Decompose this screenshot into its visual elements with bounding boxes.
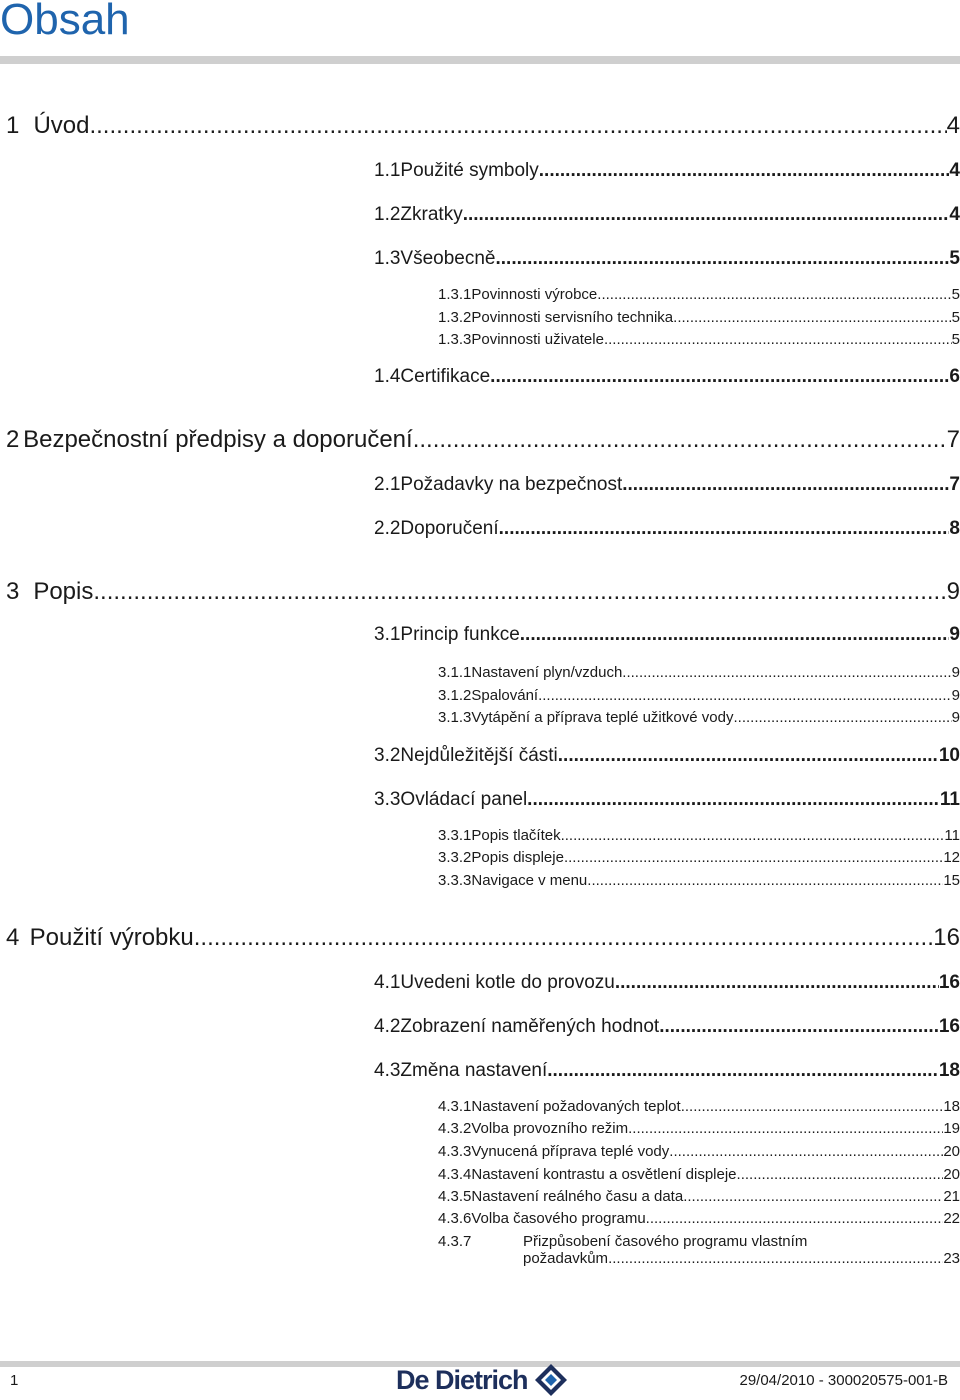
toc-number: 4.3 [374,1060,401,1081]
toc-number: 3.1.1 [438,664,472,681]
toc-page-number: 18 [938,1060,960,1081]
toc-number: 1.3.2 [438,309,472,326]
toc-entry[interactable] [438,1120,960,1137]
page-title: Obsah [0,0,130,44]
toc-label: Princip funkce [400,624,520,645]
toc-label: Všeobecně [400,248,496,269]
toc-label: Zkratky [400,204,463,225]
toc-entry[interactable] [374,248,960,270]
toc-page-number: 23 [943,1250,960,1267]
toc-number: 3.3.1 [438,827,472,844]
toc-dot-leader [194,924,934,952]
toc-dot-leader [520,624,950,646]
toc-entry[interactable] [438,849,960,866]
toc-number: 4.3.6 [438,1210,472,1227]
toc-entry[interactable] [6,924,960,952]
toc-entry[interactable] [438,1188,960,1205]
toc-page-number: 18 [943,1098,960,1115]
toc-number: 3.1.2 [438,687,472,704]
toc-label: Volba časového programu [471,1210,646,1227]
toc-dot-leader [659,1016,939,1038]
toc-label: Zobrazení naměřených hodnot [400,1016,660,1037]
toc-number: 1.4 [374,366,401,387]
toc-number: 2.1 [374,474,401,495]
toc-page-number: 4 [949,160,960,181]
toc-label: Přizpůsobení časového programu vlastním [523,1233,808,1250]
toc-page-number: 7 [949,474,960,495]
toc-number: 4.1 [374,972,401,993]
toc-label: Spalování [471,687,539,704]
toc-entry[interactable] [438,872,960,889]
toc-label: Vytápění a příprava teplé užitkové vody [471,709,734,726]
toc-number: 3 [6,578,20,605]
toc-dot-leader [622,474,949,496]
toc-dot-leader [564,849,943,866]
toc-entry[interactable] [438,687,960,704]
toc-entry[interactable] [374,789,960,811]
toc-dot-leader [628,1120,943,1137]
toc-dot-leader [646,1210,944,1227]
brand-diamond-icon [534,1363,568,1397]
toc-label: Navigace v menu [471,872,588,889]
toc-dot-leader [669,1143,943,1160]
toc-page-number: 4 [946,112,960,139]
toc-label: Povinnosti uživatele [471,331,604,348]
toc-dot-leader [733,709,951,726]
toc-number: 3.3 [374,789,401,810]
toc-number: 4.2 [374,1016,401,1037]
toc-number: 1 [6,112,20,139]
toc-dot-leader [538,687,952,704]
toc-label: Nastavení reálného času a data [471,1188,684,1205]
toc-entry[interactable] [6,112,960,140]
toc-label: Povinnosti servisního technika [471,309,674,326]
toc-page-number: 20 [943,1143,960,1160]
toc-number: 2.2 [374,518,401,539]
toc-number: 1.3 [374,248,401,269]
toc-label: Popis [33,578,94,605]
toc-page-number: 5 [951,286,960,303]
toc-dot-leader [547,1060,939,1082]
toc-entry[interactable] [374,745,960,767]
toc-number: 4 [6,924,20,951]
toc-dot-leader [539,160,950,182]
document-reference: 29/04/2010 - 300020575-001-B [739,1372,948,1389]
toc-number: 4.3.1 [438,1098,472,1115]
toc-label: Uvedeni kotle do provozu [400,972,615,993]
toc-dot-leader [413,426,947,454]
toc-dot-leader [527,789,940,811]
toc-entry[interactable] [438,309,960,326]
toc-page-number: 16 [938,972,960,993]
toc-page-number: 12 [943,849,960,866]
toc-page-number: 9 [946,578,960,605]
toc-entry[interactable] [438,286,960,303]
toc-entry[interactable] [374,160,960,182]
toc-page-number: 11 [944,827,960,844]
footer-page-number: 1 [10,1372,19,1389]
toc-label: Nastavení požadovaných teplot [471,1098,681,1115]
toc-page-number: 22 [943,1210,960,1227]
toc-label: Popis tlačítek [471,827,561,844]
toc-page-number: 5 [949,248,960,269]
toc-entry[interactable] [374,624,960,646]
toc-number: 4.3.5 [438,1188,472,1205]
toc-number: 3.3.2 [438,849,472,866]
toc-page-number: 7 [946,426,960,453]
toc-page-number: 16 [933,924,960,951]
toc-dot-leader [463,204,950,226]
toc-label: Doporučení [400,518,499,539]
toc-page-number: 20 [943,1166,960,1183]
toc-dot-leader [673,309,952,326]
toc-label: Použité symboly [400,160,539,181]
toc-dot-leader [604,331,952,348]
toc-label: Změna nastavení [400,1060,548,1081]
toc-dot-leader [737,1166,944,1183]
toc-page-number: 19 [943,1120,960,1137]
toc-dot-leader [93,578,946,606]
toc-entry[interactable] [374,1016,960,1038]
toc-entry[interactable] [438,664,960,681]
toc-dot-leader [558,745,939,767]
toc-label: Bezpečnostní předpisy a doporučení [23,426,413,453]
toc-entry[interactable] [438,1143,960,1160]
toc-number: 4.3.2 [438,1120,472,1137]
toc-page-number: 4 [949,204,960,225]
toc-entry[interactable] [374,972,960,994]
toc-label: Úvod [33,112,90,139]
toc-entry[interactable] [374,1060,960,1082]
toc-page-number: 8 [949,518,960,539]
brand-logo [396,1361,568,1399]
toc-label: Požadavky na bezpečnost [400,474,623,495]
toc-number: 4.3.3 [438,1143,472,1160]
toc-page-number: 11 [939,789,960,810]
toc-dot-leader [89,112,946,140]
toc-dot-leader [499,518,950,540]
brand-logo-text: De Dietrich [396,1364,528,1395]
toc-page-number: 15 [943,872,960,889]
toc-page-number: 21 [943,1188,960,1205]
toc-number: 1.1 [374,160,401,181]
toc-label: Povinnosti výrobce [471,286,598,303]
toc-page-number: 9 [951,664,960,681]
toc-label: Nastavení plyn/vzduch [471,664,623,681]
toc-entry[interactable] [438,1210,960,1227]
toc-entry[interactable] [438,709,960,726]
toc-number: 1.3.1 [438,286,472,303]
toc-dot-leader [681,1098,944,1115]
toc-dot-leader [615,972,939,994]
toc-dot-leader [496,248,950,270]
toc-label: Použití výrobku [29,924,194,951]
toc-entry[interactable] [438,1233,960,1267]
toc-label: Volba provozního režim [471,1120,629,1137]
toc-entry[interactable] [374,474,960,496]
toc-label: Ovládací panel [400,789,528,810]
toc-entry[interactable] [438,1166,960,1183]
toc-label: Nejdůležitější části [400,745,558,766]
toc-number: 4.3.4 [438,1166,472,1183]
toc-number: 3.3.3 [438,872,472,889]
toc-page-number: 9 [951,709,960,726]
toc-page-number: 5 [951,309,960,326]
toc-page-number: 6 [949,366,960,387]
toc-number: 3.1 [374,624,401,645]
toc-number: 2 [6,426,20,453]
toc-label: Certifikace [400,366,491,387]
toc-entry[interactable] [6,426,960,454]
toc-dot-leader [683,1188,943,1205]
toc-label: Nastavení kontrastu a osvětlení displeje [471,1166,737,1183]
toc-number: 1.3.3 [438,331,472,348]
toc-entry[interactable] [438,1098,960,1115]
toc-number: 4.3.7 [438,1233,472,1250]
toc-dot-leader [587,872,943,889]
toc-dot-leader [561,827,945,844]
toc-page-number: 9 [951,687,960,704]
toc-dot-leader [608,1250,943,1267]
toc-dot-leader [622,664,951,681]
toc-page-number: 9 [949,624,960,645]
toc-entry[interactable] [6,578,960,606]
toc-label-continued: požadavkům [523,1250,609,1267]
toc-dot-leader [597,286,951,303]
toc-entry[interactable] [374,366,960,388]
toc-entry[interactable] [374,204,960,226]
toc-entry[interactable] [374,518,960,540]
toc-label: Vynucená příprava teplé vody [471,1143,670,1160]
toc-entry[interactable] [438,827,960,844]
toc-page-number: 16 [938,1016,960,1037]
toc-number: 1.2 [374,204,401,225]
toc-number: 3.1.3 [438,709,472,726]
toc-page-number: 10 [938,745,960,766]
toc-number: 3.2 [374,745,401,766]
toc-entry[interactable] [438,331,960,348]
toc-label: Popis displeje [471,849,564,866]
toc-dot-leader [490,366,949,388]
toc-page-number: 5 [951,331,960,348]
title-divider [0,56,960,64]
